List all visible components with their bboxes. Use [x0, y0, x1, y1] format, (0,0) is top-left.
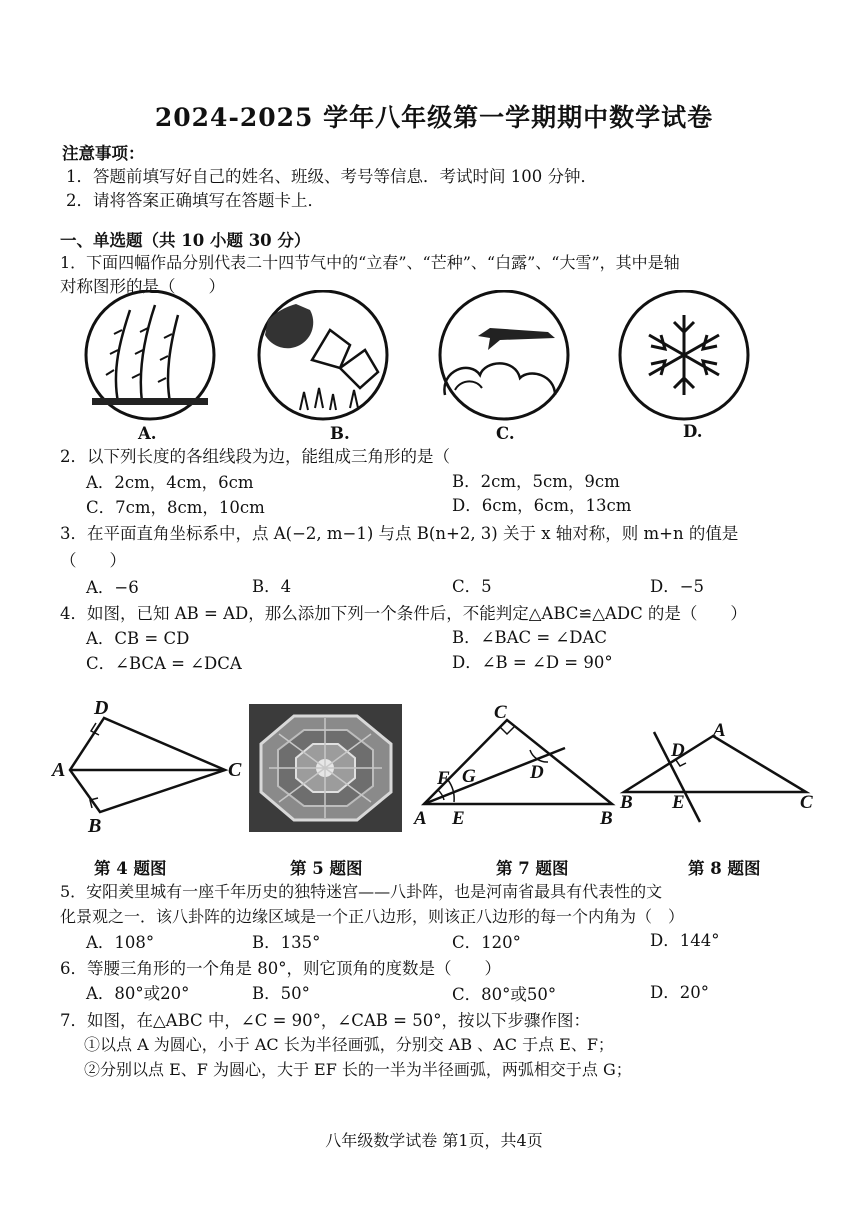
q5-line1: 5．安阳羑里城有一座千年历史的独特迷宫——八卦阵，也是河南省最具有代表性的文: [60, 882, 663, 901]
fig7-label-b: B: [600, 808, 613, 829]
q2-option-b: B．2cm，5cm，9cm: [452, 472, 620, 491]
q4-stem: 4．如图，已知 AB = AD，那么添加下列一个条件后，不能判定△ABC≌△ADC 的是（ ）: [60, 604, 747, 623]
q4-option-a: A．CB = CD: [86, 629, 190, 648]
fig7-label-g: G: [462, 766, 476, 787]
q6-option-d: D．20°: [650, 983, 709, 1002]
q4-option-b: B．∠BAC = ∠DAC: [452, 628, 608, 647]
q5-option-a: A．108°: [86, 933, 155, 952]
q1-option-c: C.: [496, 424, 515, 443]
q1-option-b: B.: [330, 424, 350, 443]
q1-image-c: [440, 291, 568, 419]
bagua-maze-image: [249, 704, 402, 832]
fig8-label-c: C: [800, 792, 813, 813]
fig7-label-f: F: [437, 768, 450, 789]
q2-option-d: D．6cm，6cm，13cm: [452, 496, 632, 515]
q3-option-b: B．4: [252, 577, 292, 596]
q6-stem: 6．等腰三角形的一个角是 80°，则它顶角的度数是（ ）: [60, 959, 501, 978]
notes-item-2: 2．请将答案正确填写在答题卡上．: [66, 191, 324, 210]
figure-7-labels: [413, 702, 613, 829]
section-heading: 一、单选题（共 10 小题 30 分）: [60, 231, 311, 250]
fig8-caption: 第 8 题图: [688, 859, 761, 878]
notes-heading: 注意事项：: [62, 144, 145, 163]
notes-item-1: 1．答题前填写好自己的姓名、班级、考号等信息．考试时间 100 分钟．: [66, 167, 597, 186]
q2-option-c: C．7cm，8cm，10cm: [86, 498, 265, 517]
q6-option-b: B．50°: [252, 984, 310, 1003]
figure-4-labels: [50, 697, 242, 837]
q4-option-d: D．∠B = ∠D = 90°: [452, 653, 613, 672]
fig4-caption: 第 4 题图: [94, 859, 167, 878]
q7-step2: ②分别以点 E、F 为圆心，大于 EF 长的一半为半径画弧，两弧相交于点 G；: [84, 1060, 632, 1079]
q2-stem: 2．以下列长度的各组线段为边，能组成三角形的是（: [60, 447, 450, 466]
q5-option-b: B．135°: [252, 933, 321, 952]
fig4-label-b: B: [88, 815, 102, 837]
q6-option-a: A．80°或20°: [86, 984, 190, 1003]
fig8-label-e: E: [672, 792, 685, 813]
q1-image-a: [86, 291, 214, 419]
q7-stem: 7．如图，在△ABC 中，∠C = 90°，∠CAB = 50°，按以下步骤作图：: [60, 1011, 590, 1030]
q2-option-a: A．2cm，4cm，6cm: [86, 473, 254, 492]
q1-image-b: [259, 291, 387, 419]
q1-figures: [0, 290, 868, 440]
q1-option-d: D.: [683, 422, 703, 441]
q6-option-c: C．80°或50°: [452, 985, 557, 1004]
page-footer: 八年级数学试卷 第1页，共4页: [325, 1131, 543, 1150]
fig4-label-a: A: [52, 759, 66, 781]
figure-8-labels: [619, 720, 813, 813]
fig7-caption: 第 7 题图: [496, 859, 569, 878]
figure-8: [624, 732, 806, 822]
q3-stem: 3．在平面直角坐标系中，点 A(−2, m−1) 与点 B(n+2, 3) 关于 x 轴对称，则 m+n 的值是: [60, 524, 739, 543]
q5-option-c: C．120°: [452, 933, 521, 952]
fig8-label-a: A: [713, 720, 726, 741]
q1-line1: 1．下面四幅作品分别代表二十四节气中的“立春”、“芒种”、“白露”、“大雪”，其中是轴: [60, 253, 680, 272]
figure-5-photo: [249, 704, 402, 832]
q5-line2: 化景观之一．该八卦阵的边缘区域是一个正八边形，则该正八边形的每一个内角为（ ）: [60, 907, 685, 926]
fig8-label-d: D: [671, 740, 685, 761]
figure-4: [70, 718, 225, 812]
q4-option-c: C．∠BCA = ∠DCA: [86, 654, 242, 673]
fig4-label-d: D: [94, 697, 109, 719]
exam-title: 2024-2025 学年八年级第一学期期中数学试卷: [154, 103, 714, 132]
q1-image-d: [620, 291, 748, 419]
fig7-label-a: A: [414, 808, 427, 829]
figure-7: [424, 720, 612, 804]
fig8-label-b: B: [620, 792, 633, 813]
q3-option-a: A．−6: [86, 578, 139, 597]
figures-row: [0, 690, 868, 850]
q1-option-a: A.: [138, 424, 157, 443]
q3-option-c: C．5: [452, 577, 492, 596]
q7-step1: ①以点 A 为圆心，小于 AC 长为半径画弧，分别交 AB 、AC 于点 E、F；: [84, 1035, 614, 1054]
q5-option-d: D．144°: [650, 931, 720, 950]
q1-line2: 对称图形的是（ ）: [60, 277, 225, 296]
q3-option-d: D．−5: [650, 577, 705, 596]
fig7-label-e: E: [452, 808, 465, 829]
q3-paren: （ ）: [60, 551, 126, 570]
fig5-caption: 第 5 题图: [290, 859, 363, 878]
fig4-label-c: C: [228, 759, 242, 781]
fig7-label-d: D: [530, 762, 544, 783]
fig7-label-c: C: [494, 702, 507, 723]
